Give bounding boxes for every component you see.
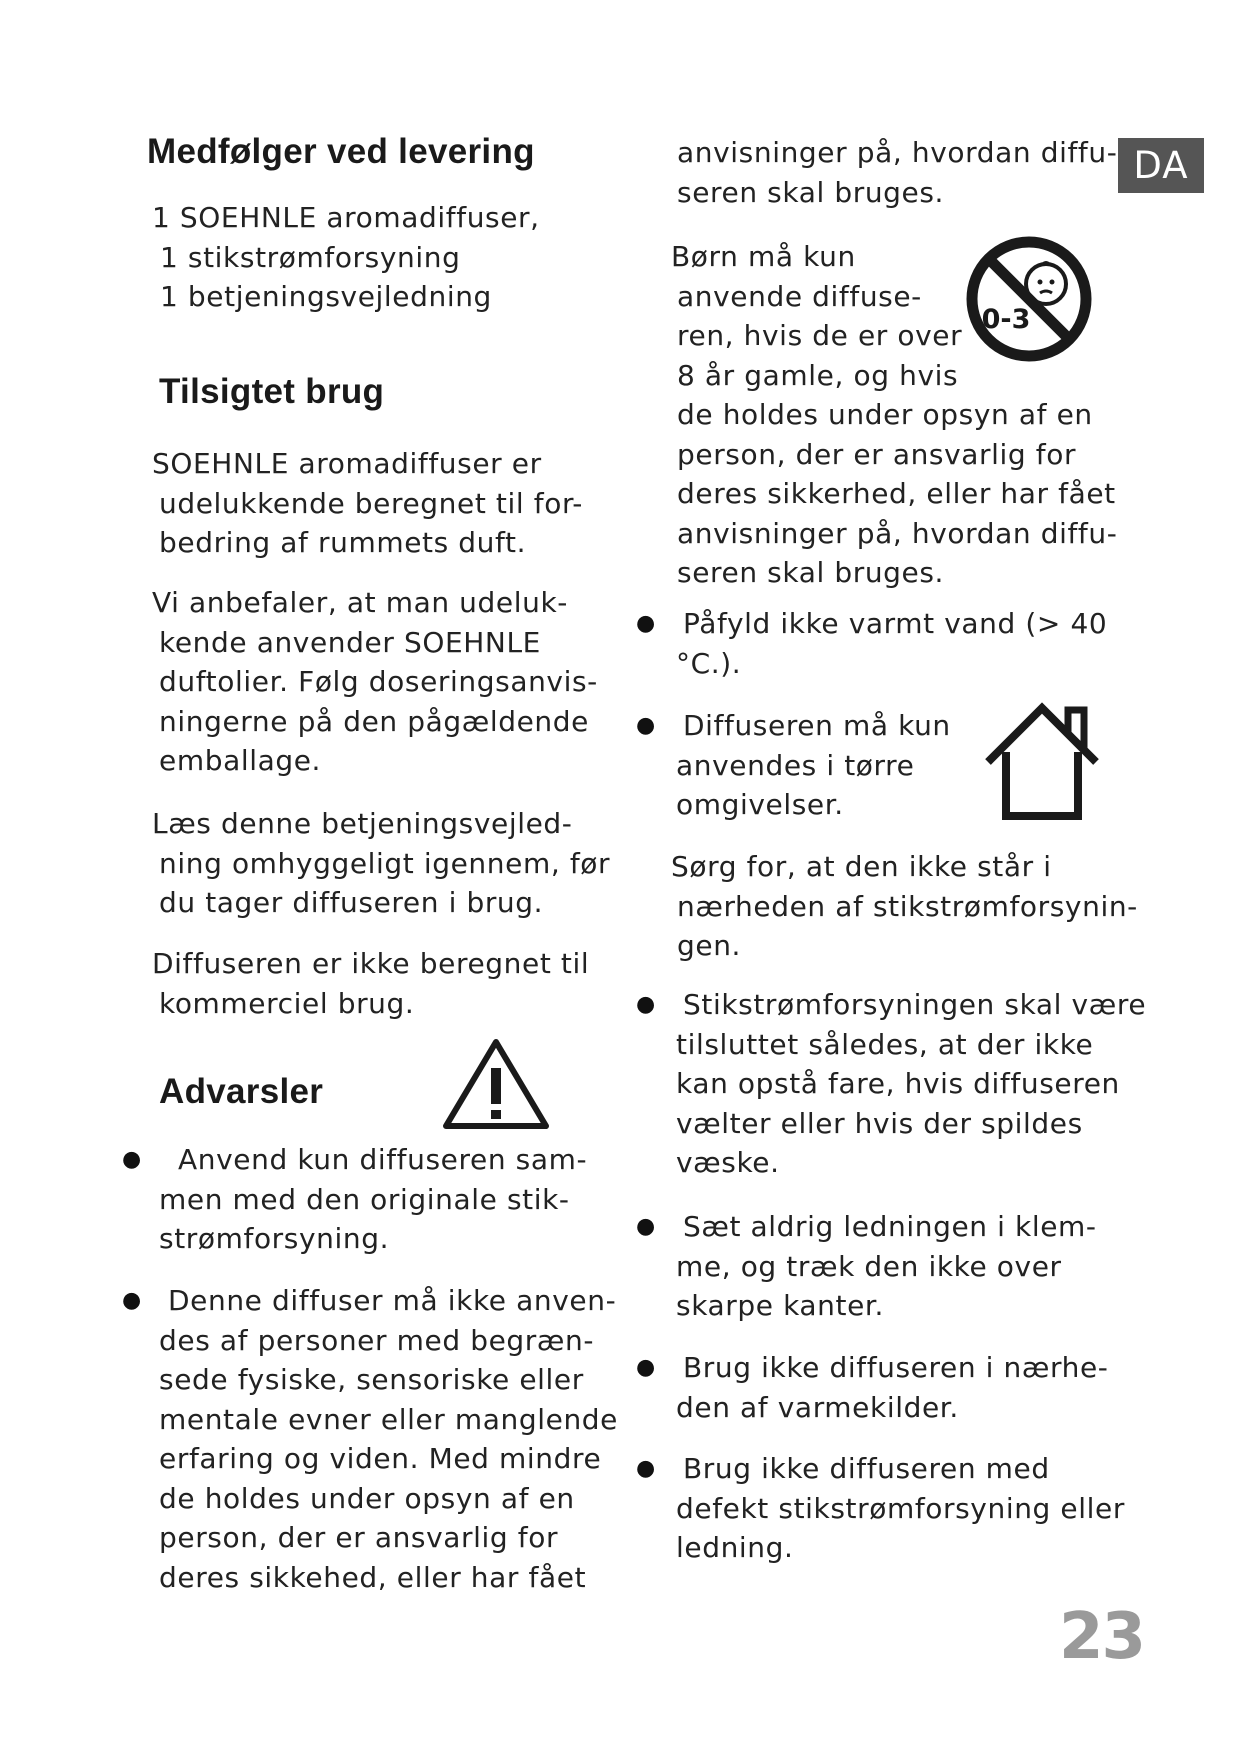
bullet-cord <box>636 1207 1097 1326</box>
text-line: deres sikkehed, eller har fået <box>159 1560 587 1594</box>
text-line: defekt stikstrømforsyning eller <box>676 1491 1125 1525</box>
text-line: Læs denne betjeningsvejled- <box>152 807 573 840</box>
text-line: ledning. <box>676 1531 794 1564</box>
text-line: erfaring og viden. Med mindre <box>159 1442 602 1475</box>
text-line: Påfyld ikke varmt vand (> 40 <box>683 607 1108 640</box>
language-badge: DA <box>1118 138 1204 193</box>
text-line: ning omhyggeligt igennem, før <box>159 846 611 880</box>
page-number: 23 <box>1058 1600 1144 1674</box>
text-line: udelukkende beregnet til for- <box>159 486 583 520</box>
text-line: deres sikkerhed, eller har fået <box>677 477 1116 510</box>
text-line: nærheden af stikstrømforsynin- <box>677 889 1138 923</box>
intended-use-para-2 <box>152 583 598 781</box>
bullet-icon: ● <box>122 1147 142 1172</box>
text-line: Børn må kun <box>671 240 856 273</box>
no-children-0-3-icon <box>962 232 1096 366</box>
continuation-text <box>677 133 1117 212</box>
bullet-defect <box>636 1449 1125 1568</box>
text-line: vælter eller hvis der spildes <box>676 1106 1083 1140</box>
text-line: Brug ikke diffuseren med <box>683 1452 1050 1485</box>
bullet-power-supply <box>636 985 1146 1183</box>
text-line: sede fysiske, sensoriske eller <box>159 1363 584 1396</box>
text-line: Denne diffuser må ikke anven- <box>168 1284 617 1317</box>
text-line: Sæt aldrig ledningen i klem- <box>683 1210 1097 1243</box>
indoor-house-icon <box>980 700 1105 822</box>
text-line: omgivelser. <box>676 788 844 821</box>
warnings-heading: Advarsler <box>159 1072 324 1111</box>
text-line: skarpe kanter. <box>676 1289 884 1322</box>
text-line: men med den originale stik- <box>159 1182 570 1216</box>
bullet-hot-water <box>636 604 1107 683</box>
text-line: Anvend kun diffuseren sam- <box>178 1143 588 1176</box>
text-line: du tager diffuseren i brug. <box>159 886 544 919</box>
age-label: 0-3 <box>981 304 1031 335</box>
bullet-dry-environment <box>636 706 951 825</box>
text-line: strømforsyning. <box>159 1222 390 1255</box>
delivery-item: 1 SOEHNLE aromadiffuser, <box>152 201 540 234</box>
text-line: 8 år gamle, og hvis <box>677 358 959 392</box>
warning-bullet-1 <box>120 1140 587 1259</box>
text-line: duftolier. Følg doseringsanvis- <box>159 665 598 698</box>
bullet-icon: ● <box>636 1456 656 1481</box>
bullet-icon: ● <box>636 1214 656 1239</box>
text-line: ningerne på den pågældende <box>159 704 589 738</box>
location-paragraph <box>671 847 1138 966</box>
text-line: de holdes under opsyn af en <box>677 398 1093 431</box>
bullet-icon: ● <box>636 1355 656 1380</box>
text-line: me, og træk den ikke over <box>676 1249 1062 1283</box>
text-line: Brug ikke diffuseren i nærhe- <box>683 1351 1109 1384</box>
text-line: de holdes under opsyn af en <box>159 1481 575 1515</box>
text-line: emballage. <box>159 744 322 777</box>
text-line: anvende diffuse- <box>677 279 922 313</box>
text-line: mentale evner eller manglende <box>159 1402 619 1436</box>
text-line: Diffuseren må kun <box>683 709 951 742</box>
text-line: SOEHNLE aromadiffuser er <box>152 447 542 480</box>
text-line: kende anvender SOEHNLE <box>159 625 541 659</box>
bullet-icon: ● <box>122 1288 142 1313</box>
text-line: des af personer med begræn- <box>159 1323 595 1357</box>
text-line: Diffuseren er ikke beregnet til <box>152 947 590 980</box>
text-line: ren, hvis de er over <box>677 319 963 352</box>
text-line: tilsluttet således, at der ikke <box>676 1027 1094 1061</box>
text-line: Stikstrømforsyningen skal være <box>683 988 1147 1021</box>
bullet-icon: ● <box>636 611 656 636</box>
delivery-list <box>152 198 540 317</box>
delivery-item: 1 stikstrømforsyning <box>160 240 461 274</box>
intended-use-heading: Tilsigtet brug <box>159 372 385 411</box>
warning-bullet-2 <box>120 1281 618 1597</box>
bullet-icon: ● <box>636 713 656 738</box>
text-line: kommerciel brug. <box>159 986 415 1020</box>
warning-icon <box>440 1036 552 1132</box>
intended-use-para-1 <box>152 444 583 563</box>
text-line: seren skal bruges. <box>677 175 945 209</box>
text-line: gen. <box>677 929 742 962</box>
text-line: person, der er ansvarlig for <box>677 437 1077 471</box>
text-line: person, der er ansvarlig for <box>159 1521 559 1554</box>
text-line: den af varmekilder. <box>676 1390 959 1424</box>
text-line: Sørg for, at den ikke står i <box>671 850 1052 883</box>
delivery-item: 1 betjeningsvejledning <box>160 280 492 313</box>
text-line: kan opstå fare, hvis diffuseren <box>676 1067 1120 1100</box>
text-line: Vi anbefaler, at man udeluk- <box>152 586 568 619</box>
bullet-heat-sources <box>636 1348 1109 1427</box>
text-line: seren skal bruges. <box>677 556 945 589</box>
bullet-icon: ● <box>636 992 656 1017</box>
intended-use-para-3 <box>152 804 610 923</box>
text-line: væske. <box>676 1146 780 1179</box>
delivery-heading: Medfølger ved levering <box>147 132 535 171</box>
text-line: anvisninger på, hvordan diffu- <box>677 516 1118 550</box>
text-line: anvendes i tørre <box>676 748 915 782</box>
text-line: °C.). <box>676 646 742 680</box>
intended-use-para-4 <box>152 944 589 1023</box>
text-line: bedring af rummets duft. <box>159 526 527 559</box>
text-line: anvisninger på, hvordan diffu- <box>677 136 1118 169</box>
